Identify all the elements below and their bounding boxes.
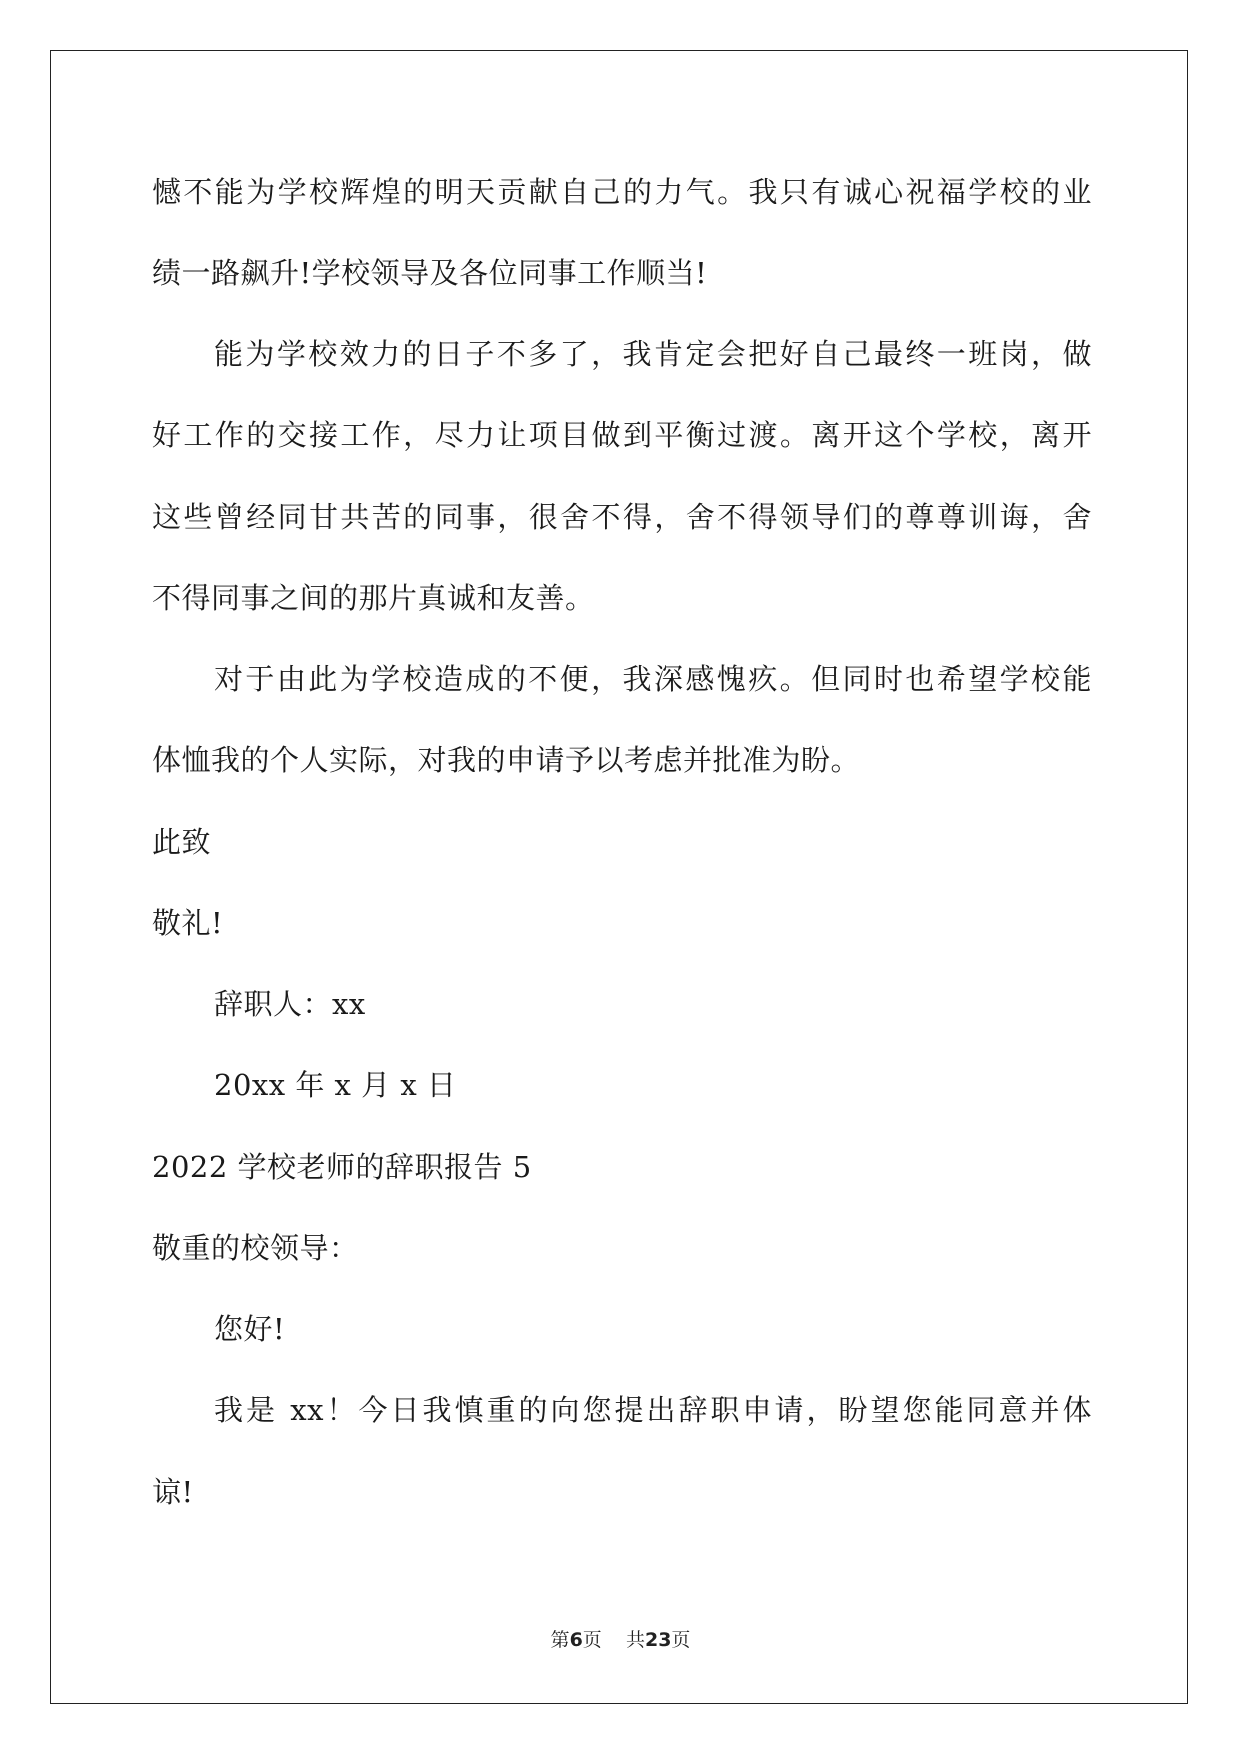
footer-middle: 页 共: [582, 1629, 645, 1651]
text-line-2: 绩一路飙升!学校领导及各位同事工作顺当!: [152, 256, 708, 290]
footer-prefix: 第: [550, 1629, 570, 1651]
text-line-4: 好工作的交接工作，尽力让项目做到平衡过渡。离开这个学校，离开: [152, 418, 1092, 452]
text-line-7: 对于由此为学校造成的不便，我深感愧疚。但同时也希望学校能: [214, 662, 1092, 696]
closing-regards: 敬礼!: [152, 906, 224, 940]
footer-total-pages: 23: [644, 1629, 672, 1651]
page-footer: [0, 1625, 1241, 1652]
letter-addressee: 敬重的校领导：: [152, 1231, 359, 1265]
text-line-16: 我是 xx！今日我慎重的向您提出辞职申请，盼望您能同意并体: [214, 1393, 1092, 1427]
text-line-17: 谅!: [152, 1475, 194, 1509]
section-heading: 2022 学校老师的辞职报告 5: [152, 1150, 532, 1184]
text-line-3: 能为学校效力的日子不多了，我肯定会把好自己最终一班岗，做: [214, 337, 1092, 371]
text-line-1: 憾不能为学校辉煌的明天贡献自己的力气。我只有诚心祝福学校的业: [152, 175, 1092, 209]
signature-name: 辞职人：xx: [214, 987, 366, 1021]
footer-page-number: 6: [569, 1629, 583, 1651]
closing-salutation: 此致: [152, 825, 212, 859]
page-frame: [50, 50, 1188, 1704]
signature-date: 20xx 年 x 月 x 日: [214, 1068, 457, 1102]
text-line-5: 这些曾经同甘共苦的同事，很舍不得，舍不得领导们的尊尊训诲，舍: [152, 500, 1092, 534]
text-line-6: 不得同事之间的那片真诚和友善。: [152, 581, 595, 615]
letter-greeting: 您好!: [214, 1312, 286, 1346]
text-line-8: 体恤我的个人实际，对我的申请予以考虑并批准为盼。: [152, 743, 861, 777]
footer-suffix: 页: [671, 1629, 691, 1651]
